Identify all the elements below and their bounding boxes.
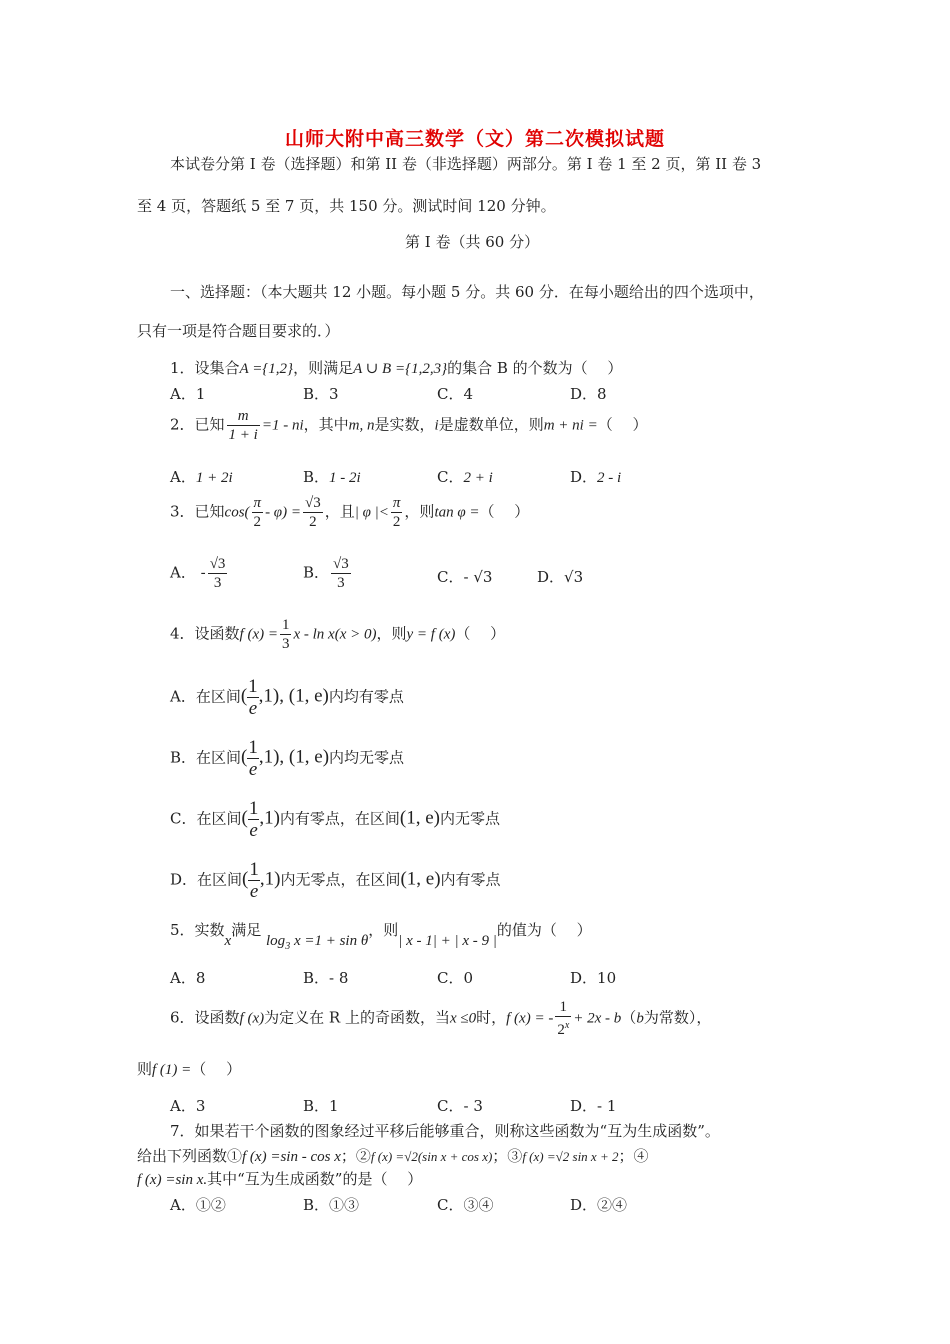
- part1-heading: 第 I 卷（共 60 分）: [405, 233, 540, 251]
- q1-option-c: C．4: [437, 385, 474, 403]
- q6-option-b-value: 1: [329, 1097, 339, 1115]
- q4-opt-b-one: 1: [248, 737, 258, 758]
- q6-den: [555, 1017, 571, 1039]
- q1-text-e: 的集合 B 的个数为（ ）: [447, 359, 623, 377]
- q2-option-c-value: 2 + i: [463, 470, 493, 486]
- q5-option-c: [437, 967, 473, 988]
- q3-pi-over-2-b: [391, 494, 403, 531]
- q2-option-b: [303, 466, 361, 487]
- q3-text-c: ，则: [404, 502, 435, 521]
- q2-option-a-value: 1 + 2i: [195, 470, 233, 486]
- q4-opt-a-close: ,1), (1, e): [258, 685, 329, 707]
- q4-opt-c-frac: [248, 798, 260, 841]
- q6-fx: f (x): [239, 1010, 265, 1027]
- q2-text-e: 是实数，: [374, 415, 435, 434]
- q6-option-b-label: B．: [303, 1097, 330, 1115]
- q6-option-c: [437, 1095, 483, 1116]
- question-7-line-2: [137, 1145, 649, 1166]
- q3-option-c: [437, 566, 492, 587]
- q4-three: 3: [281, 636, 290, 652]
- q5-option-d: [570, 967, 616, 988]
- q7-line2-c: ；③: [492, 1147, 523, 1165]
- q7-line2-d: ；④: [618, 1147, 649, 1165]
- q7-option-b: B．①③: [303, 1196, 360, 1214]
- q7-option-d: D．②④: [570, 1196, 628, 1214]
- q6-line2-a: 则: [137, 1060, 153, 1078]
- q4-option-c: [170, 798, 500, 841]
- q4-opt-d-1e: (1, e): [400, 868, 441, 890]
- q3-option-b-frac: [331, 555, 351, 592]
- q3-text-b: ，且: [324, 502, 355, 521]
- q5-option-b-value: - 8: [329, 969, 349, 987]
- q5-text-b: 满足: [231, 921, 262, 939]
- q3-cos: cos(: [224, 504, 250, 521]
- q4-opt-d-open: (: [242, 868, 249, 890]
- q4-opt-a-open: (: [240, 685, 248, 707]
- q2-text-a: 2．已知: [170, 415, 225, 434]
- q1-option-a: A．1: [170, 385, 206, 403]
- q2-frac-num: m: [227, 407, 260, 426]
- q3-pi-over-2: [252, 494, 264, 531]
- q4-text-c: （ ）: [455, 624, 506, 643]
- q4-opt-b-close: ,1), (1, e): [258, 746, 330, 768]
- section1-line-1: 一、选择题：（本大题共 12 小题。每小题 5 分。共 60 分．在每小题给出的四个选项中，: [170, 283, 764, 301]
- q6-sup-x: x: [564, 1020, 570, 1031]
- q4-text-a: 4．设函数: [170, 624, 240, 643]
- q4-opt-a-frac: [247, 676, 259, 719]
- question-7-line-1: 7．如果若干个函数的图象经过平移后能够重合，则称这些函数为“互为生成函数”。: [170, 1122, 720, 1140]
- q4-opt-a-post: 内均有零点: [328, 687, 404, 706]
- q6-option-b: [303, 1095, 339, 1116]
- q2-eq: =1 - ni: [261, 417, 304, 434]
- q6-frac: [555, 998, 571, 1039]
- q4-opt-c-mid: 内有零点，在区间: [279, 809, 400, 828]
- q5-log-expr: [266, 933, 369, 952]
- q3-option-c-label: C．: [437, 568, 464, 586]
- question-6-stem: [170, 998, 711, 1039]
- q3-phi-part: - φ) =: [265, 504, 301, 521]
- q2-option-d-value: 2 - i: [597, 470, 622, 486]
- q6-two: 2: [557, 1022, 565, 1038]
- q4-opt-b-post: 内均无零点: [329, 748, 405, 767]
- q3-option-b: [303, 555, 353, 592]
- q3-two: 2: [253, 514, 262, 530]
- q6-rest: + 2x - b: [573, 1010, 622, 1027]
- q4-opt-d-mid: 内无零点，在区间: [280, 870, 401, 889]
- q7-option-a: A．①②: [170, 1196, 226, 1214]
- q5-abs-expr: | x - 1| + | x - 9 |: [398, 933, 497, 949]
- q4-option-d: [170, 859, 501, 902]
- q3-option-b-label: B．: [303, 563, 330, 582]
- q3-option-b-den: 3: [337, 575, 345, 591]
- q2-mn: m, n: [348, 417, 375, 434]
- q4-text-b: ，则: [376, 624, 407, 643]
- q2-option-d: [570, 466, 621, 487]
- q7-f2: f (x) =√2(sin x + cos x): [370, 1149, 493, 1164]
- q6-option-d: [570, 1095, 616, 1116]
- q3-pi-b: π: [392, 495, 401, 511]
- q4-opt-d-pre: D．在区间: [170, 870, 243, 889]
- q6-option-d-label: D．: [570, 1097, 598, 1115]
- q6-one: 1: [555, 998, 571, 1017]
- q6-option-a: [170, 1095, 205, 1116]
- q6-option-a-value: 3: [195, 1097, 206, 1115]
- q5-text-d: 的值为（ ）: [496, 921, 592, 939]
- q5-text-a: 5．实数: [170, 921, 225, 939]
- q5-option-a-label: A．: [170, 969, 196, 987]
- q4-rest: x - ln x(x > 0): [293, 626, 377, 643]
- q5-option-d-label: D．: [570, 969, 598, 987]
- q6-option-c-value: - 3: [463, 1097, 483, 1115]
- section1-line-2: 只有一项是符合题目要求的．）: [137, 322, 340, 340]
- q6-cond: x ≤0: [449, 1010, 477, 1027]
- q4-opt-c-one: 1: [248, 798, 259, 819]
- page-title: 山师大附中高三数学（文）第二次模拟试题: [284, 128, 665, 150]
- q3-sqrt3-over-2: [303, 494, 323, 531]
- q3-pi: π: [253, 495, 262, 511]
- q2-option-a: [170, 466, 233, 487]
- q1-text-a: 1．设集合: [170, 359, 240, 377]
- q7-f4: f (x) =sin x.: [137, 1172, 208, 1188]
- q2-fraction: [227, 407, 260, 444]
- q4-opt-b-pre: B．在区间: [170, 748, 242, 767]
- q6-option-d-value: - 1: [597, 1097, 617, 1115]
- q1-set-a: A ={1,2}: [239, 361, 294, 377]
- q4-opt-a-one: 1: [248, 676, 258, 697]
- q3-text-a: 3．已知: [170, 502, 225, 521]
- q2-expr: m + ni =: [543, 417, 598, 434]
- q1-text-c: ，则满足: [293, 359, 354, 377]
- q7-option-c: C．③④: [437, 1196, 494, 1214]
- q5-option-a: [170, 967, 205, 988]
- question-7-line-3: [137, 1168, 422, 1189]
- q4-opt-d-one: 1: [249, 859, 259, 880]
- q5-log-rest: x =1 + sin θ: [293, 933, 369, 949]
- q3-option-a-num: √3: [209, 556, 226, 572]
- q7-f1: f (x) =sin - cos x: [242, 1149, 341, 1165]
- q3-sqrt3: √3: [304, 495, 321, 511]
- q3-tan: tan φ =: [434, 504, 480, 521]
- q5-option-b: [303, 967, 348, 988]
- q3-text-d: （ ）: [479, 502, 530, 521]
- q7-line3: 其中“互为生成函数”的是（ ）: [207, 1170, 423, 1188]
- q3-option-a-den: 3: [213, 575, 222, 591]
- q6-text-d: （: [621, 1008, 637, 1027]
- q2-text-c: ，其中: [303, 415, 349, 434]
- q2-text-g: 是虚数单位，则: [438, 415, 544, 434]
- q4-opt-c-pre: C．在区间: [170, 809, 242, 828]
- q4-fx: f (x) =: [239, 626, 278, 643]
- q2-frac-den: 1 + i: [228, 427, 258, 443]
- q3-two-b: 2: [309, 514, 317, 530]
- q6-line2-b: （ ）: [191, 1060, 242, 1078]
- q4-opt-d-frac: [248, 859, 260, 902]
- question-6-line-2: [137, 1058, 241, 1079]
- q3-option-a-label: A．: [170, 563, 196, 582]
- q5-log-base: 3: [285, 941, 291, 952]
- q2-option-b-value: 1 - 2i: [329, 470, 361, 486]
- q3-option-a: [170, 555, 229, 592]
- q2-option-d-label: D．: [570, 468, 598, 486]
- q4-opt-c-1e: (1, e): [399, 807, 440, 829]
- q6-text-a: 6．设函数: [170, 1008, 240, 1027]
- q2-option-c: [437, 466, 493, 487]
- q2-option-b-label: B．: [303, 468, 330, 486]
- q4-option-a: [170, 676, 404, 719]
- q7-f3: f (x) =√2 sin x + 2: [522, 1149, 619, 1164]
- q4-opt-a-pre: A．在区间: [170, 687, 241, 706]
- q5-x: x: [224, 933, 232, 949]
- q3-option-a-frac: [208, 555, 228, 592]
- q6-b: b: [636, 1010, 644, 1027]
- q6-fx2: f (x) = -: [506, 1010, 554, 1027]
- q6-option-a-label: A．: [170, 1097, 196, 1115]
- q4-yfx: y = f (x): [406, 626, 456, 643]
- q2-text-i: （ ）: [597, 415, 648, 434]
- q6-option-c-label: C．: [437, 1097, 464, 1115]
- q3-option-b-num: √3: [333, 556, 349, 572]
- q4-one: 1: [281, 617, 290, 633]
- q2-i: i: [434, 417, 439, 434]
- q6-text-e: 为常数），: [643, 1008, 712, 1027]
- q4-one-third: [280, 616, 292, 653]
- q6-f1: f (1) =: [152, 1062, 192, 1078]
- q4-opt-b-e: e: [248, 759, 258, 780]
- q6-text-b: 为定义在 R 上的奇函数，当: [264, 1008, 450, 1027]
- q4-opt-d-post: 内有零点: [440, 870, 501, 889]
- q4-opt-d-close: ,1): [259, 868, 281, 890]
- q3-option-d: [537, 566, 583, 587]
- q5-log: log: [266, 933, 286, 949]
- q5-option-a-value: 8: [195, 969, 206, 987]
- intro-line-2: 至 4 页，答题纸 5 至 7 页，共 150 分。测试时间 120 分钟。: [137, 197, 556, 215]
- q1-union: A ∪ B ={1,2,3}: [353, 361, 448, 377]
- q5-option-b-label: B．: [303, 969, 330, 987]
- q5-text-c: ，则: [368, 921, 399, 939]
- q1-option-d: D．8: [570, 385, 607, 403]
- intro-line-1: 本试卷分第 I 卷（选择题）和第 II 卷（非选择题）两部分。第 I 卷 1 至 2 页，第 II 卷 3: [170, 155, 762, 173]
- question-5-stem: [170, 919, 592, 952]
- q3-abs-phi: | φ |<: [354, 504, 389, 521]
- q6-text-c: 时，: [476, 1008, 507, 1027]
- q2-option-c-label: C．: [437, 468, 464, 486]
- q2-option-a-label: A．: [170, 468, 196, 486]
- q4-opt-c-close: ,1): [259, 807, 280, 829]
- q3-option-c-value: - √3: [463, 568, 493, 586]
- question-1-stem: [170, 357, 622, 378]
- q4-opt-a-e: e: [248, 698, 258, 719]
- q4-opt-d-e: e: [249, 881, 259, 902]
- q7-line2-a: 给出下列函数①: [137, 1147, 243, 1165]
- q4-opt-b-open: (: [241, 746, 248, 768]
- q4-opt-b-frac: [247, 737, 259, 780]
- q3-option-a-sign: -: [200, 563, 206, 582]
- q4-opt-c-e: e: [249, 820, 258, 841]
- q3-option-d-value: √3: [564, 568, 584, 586]
- question-4-stem: [170, 616, 505, 653]
- q5-option-c-label: C．: [437, 969, 464, 987]
- q3-option-d-label: D．: [537, 568, 565, 586]
- q5-option-c-value: 0: [463, 969, 474, 987]
- q3-two-c: 2: [392, 514, 401, 530]
- q5-option-d-value: 10: [597, 969, 617, 987]
- q4-opt-c-post: 内无零点: [440, 809, 501, 828]
- q4-opt-c-open: (: [241, 807, 248, 829]
- q1-option-b: B．3: [303, 385, 339, 403]
- q4-option-b: [170, 737, 404, 780]
- q7-line2-b: ；②: [340, 1147, 371, 1165]
- question-2-stem: [170, 407, 647, 444]
- question-3-stem: [170, 494, 529, 531]
